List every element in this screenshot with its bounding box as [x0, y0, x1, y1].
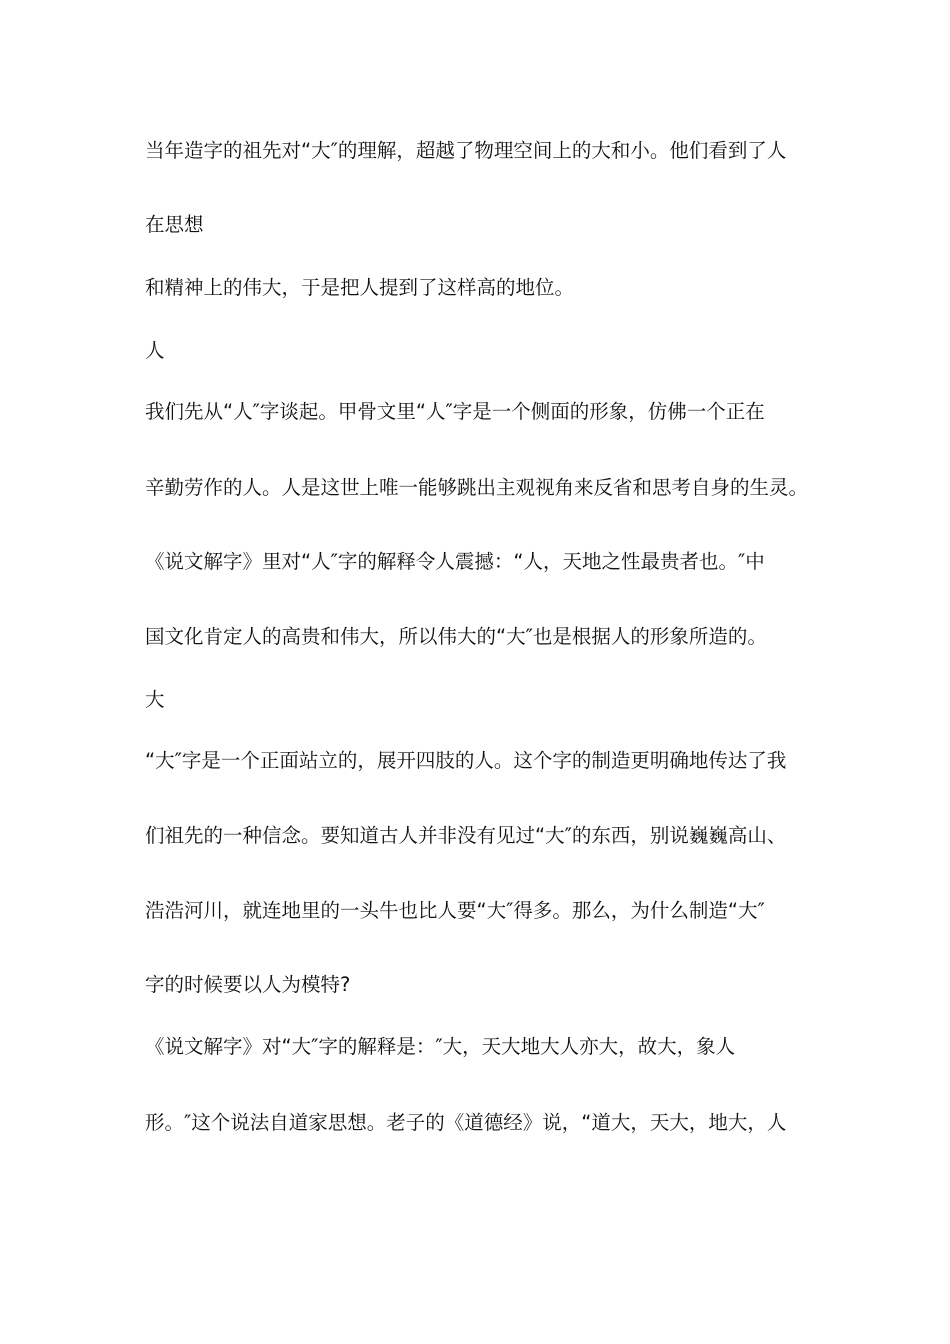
- text-line: 和精神上的伟大，于是把人提到了这样高的地位。: [145, 276, 575, 299]
- text-line: 国文化肯定人的高贵和伟大，所以伟大的“大″也是根据人的形象所造的。: [145, 625, 767, 648]
- text-line: 形。″这个说法自道家思想。老子的《道德经》说，“道大，天大，地大，人: [145, 1111, 787, 1134]
- text-line: “大″字是一个正面站立的，展开四肢的人。这个字的制造更明确地传达了我: [145, 749, 787, 772]
- text-line: 辛勤劳作的人。人是这世上唯一能够跳出主观视角来反省和思考自身的生灵。: [145, 476, 809, 499]
- text-line: 我们先从“人″字谈起。甲骨文里“人″字是一个侧面的形象，仿佛一个正在: [145, 400, 765, 423]
- section-heading: 大: [145, 688, 165, 711]
- text-line: 们祖先的一种信念。要知道古人并非没有见过“大″的东西，别说巍巍高山、: [145, 824, 787, 847]
- text-line: 字的时候要以人为模特?: [145, 973, 351, 996]
- text-line: 浩浩河川，就连地里的一头牛也比人要“大″得多。那么，为什么制造“大″: [145, 899, 765, 922]
- text-line: 在思想: [145, 213, 204, 236]
- text-line: 《说文解字》里对“人″字的解释令人震撼：“人，天地之性最贵者也。″中: [145, 550, 765, 573]
- text-line: 《说文解字》对“大″字的解释是：″大，天大地大人亦大，故大，象人: [145, 1035, 736, 1058]
- text-line: 当年造字的祖先对“大″的理解，超越了物理空间上的大和小。他们看到了人: [145, 139, 787, 162]
- section-heading: 人: [145, 339, 165, 362]
